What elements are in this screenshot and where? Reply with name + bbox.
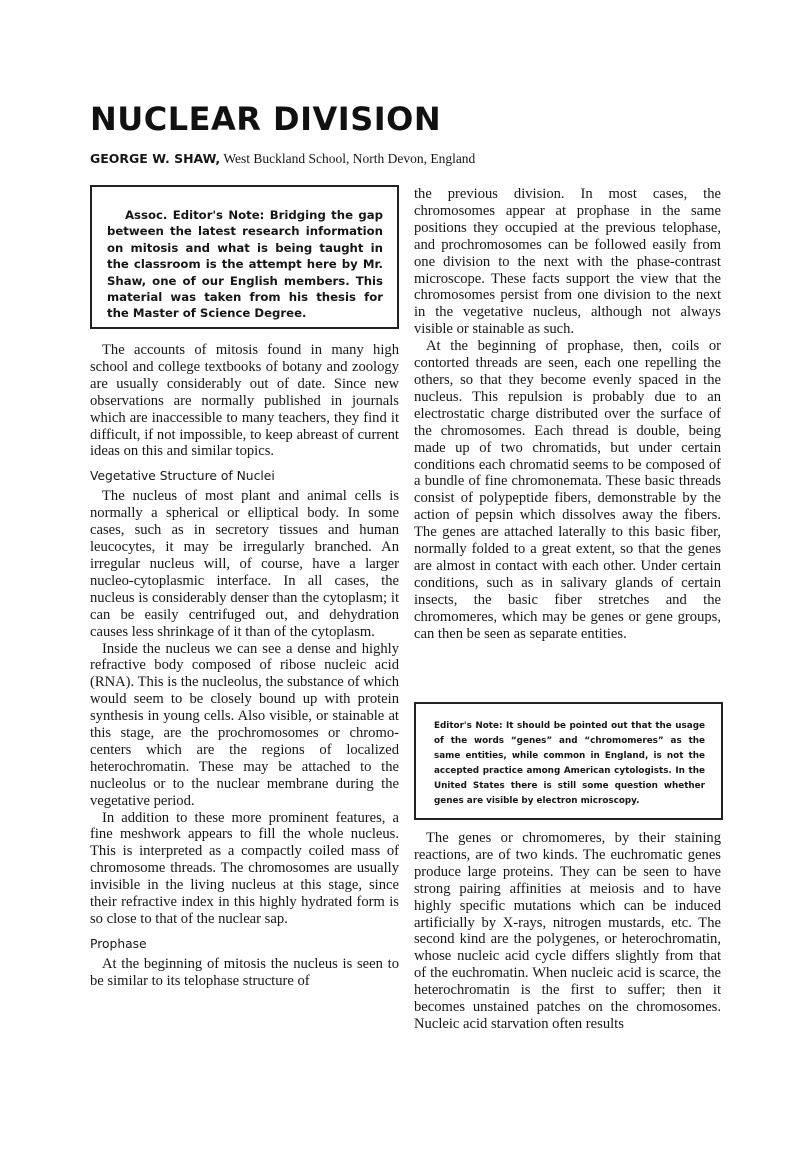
paragraph: The genes or chromomeres, by their staining reactions, are of two kinds. The euchromatic genes produce large proteins. They can be seen to have strong pairing affinities at meiosis and to have highly specific mutations which can be induced artificially by X-rays, nitrogen mustards, etc. The second kind are the polygenes, or heterochromatin, whose nucleic acid cycle differs slightly from that of the euchromatin. When nucleic acid is scarce, the heterochromatin is the first to suffer; then it becomes unstained patches on the chromosomes. Nucleic acid starvation often results	[414, 830, 721, 1032]
paragraph: The nucleus of most plant and animal cells is normally a spherical or elliptical body. In some cases, such as in secretory tissues and human leucocytes, it may be irregularly branched. An irregular nucleus will, of course, have a larger nucleo-cytoplasmic interface. In all cases, the nucleus is considerably denser than the cytoplasm; it can be easily centrifuged out, and dehydration causes less shrinkage of it than of the cytoplasm.	[90, 488, 399, 640]
section-heading-vegetative: Vegetative Structure of Nuclei	[90, 469, 275, 484]
left-column	[90, 342, 399, 990]
right-column-top	[414, 186, 721, 642]
section-heading-prophase: Prophase	[90, 936, 147, 951]
editor-note-box	[414, 702, 723, 820]
paragraph: At the beginning of mitosis the nucleus is seen to be similar to its telophase structure of	[90, 955, 399, 989]
article-title: NUCLEAR DIVISION	[90, 100, 442, 138]
paragraph: In addition to these more prominent features, a fine meshwork appears to fill the whole nucleus. This is interpreted as a compactly coiled mass of chromosome threads. The chromosomes are usually invisible in the living nucleus at this stage, since their refractive index in this highly hydrated form is so close to that of the nuclear sap.	[90, 809, 399, 927]
paragraph-continued: the previous division. In most cases, the chromosomes appear at prophase in the same positions they occupied at the previous telophase, and prochromosomes can be followed easily from one division to the next with the phase-contrast microscope. These facts support the view that the chromosomes persist from one division to the next in the vegetative nucleus, although not always visible or stainable as such.	[414, 186, 721, 338]
right-column-bottom	[414, 830, 721, 1033]
assoc-editor-note-box	[90, 185, 399, 329]
assoc-editor-note-text: Assoc. Editor's Note: Bridging the gap between the latest research information on mitosis and what is being taught in the classroom is the attempt here by Mr. Shaw, one of our English members. This material was taken from his thesis for the Master of Science Degree.	[107, 208, 383, 321]
author-name: GEORGE W. SHAW,	[90, 151, 221, 166]
paragraph: At the beginning of prophase, then, coils or contorted threads are seen, each one repelling the others, so that they become evenly spaced in the nucleus. This repulsion is probably due to an electrostatic charge distributed over the surface of the chromosomes. Each thread is double, being made up of two chromatids, but under certain conditions each chromatid seems to be composed of a bundle of fine chromonemata. These basic threads consist of polypeptide fibers, demonstrable by the action of pepsin which dissolves away the fibers. The genes are attached laterally to this basic fiber, normally folded to a great extent, so that the genes are almost in contact with each other. Under certain conditions, such as in salivary glands of certain insects, the basic fiber stretches and the chromomeres, which may be genes or gene groups, can then be seen as separate entities.	[414, 338, 721, 642]
intro-paragraph: The accounts of mitosis found in many high school and college textbooks of botany and zoology are usually considerably out of date. Since new observations are normally published in journals which are inaccessible to many teachers, they find it difficult, if not impossible, to keep abreast of current ideas on this and similar topics.	[90, 342, 399, 460]
editor-note-text: Editor's Note: It should be pointed out that the usage of the words “genes” and “chromomeres” as the same entities, while common in England, is not the accepted practice among American cytologists. In the United States there is still some question whether genes are visible by electron microscopy.	[434, 721, 705, 806]
byline	[90, 151, 475, 167]
author-affiliation: West Buckland School, North Devon, England	[223, 151, 476, 166]
paragraph: Inside the nucleus we can see a dense and highly refractive body composed of ribose nucleic acid (RNA). This is the nucleolus, the substance of which would seem to be closely bound up with protein synthesis in young cells. Also visible, or stainable at this stage, are the prochromosomes or chromocenters which are the regions of localized heterochromatin. These may be attached to the nucleolus or to the nuclear membrane during the vegetative period.	[90, 640, 399, 809]
